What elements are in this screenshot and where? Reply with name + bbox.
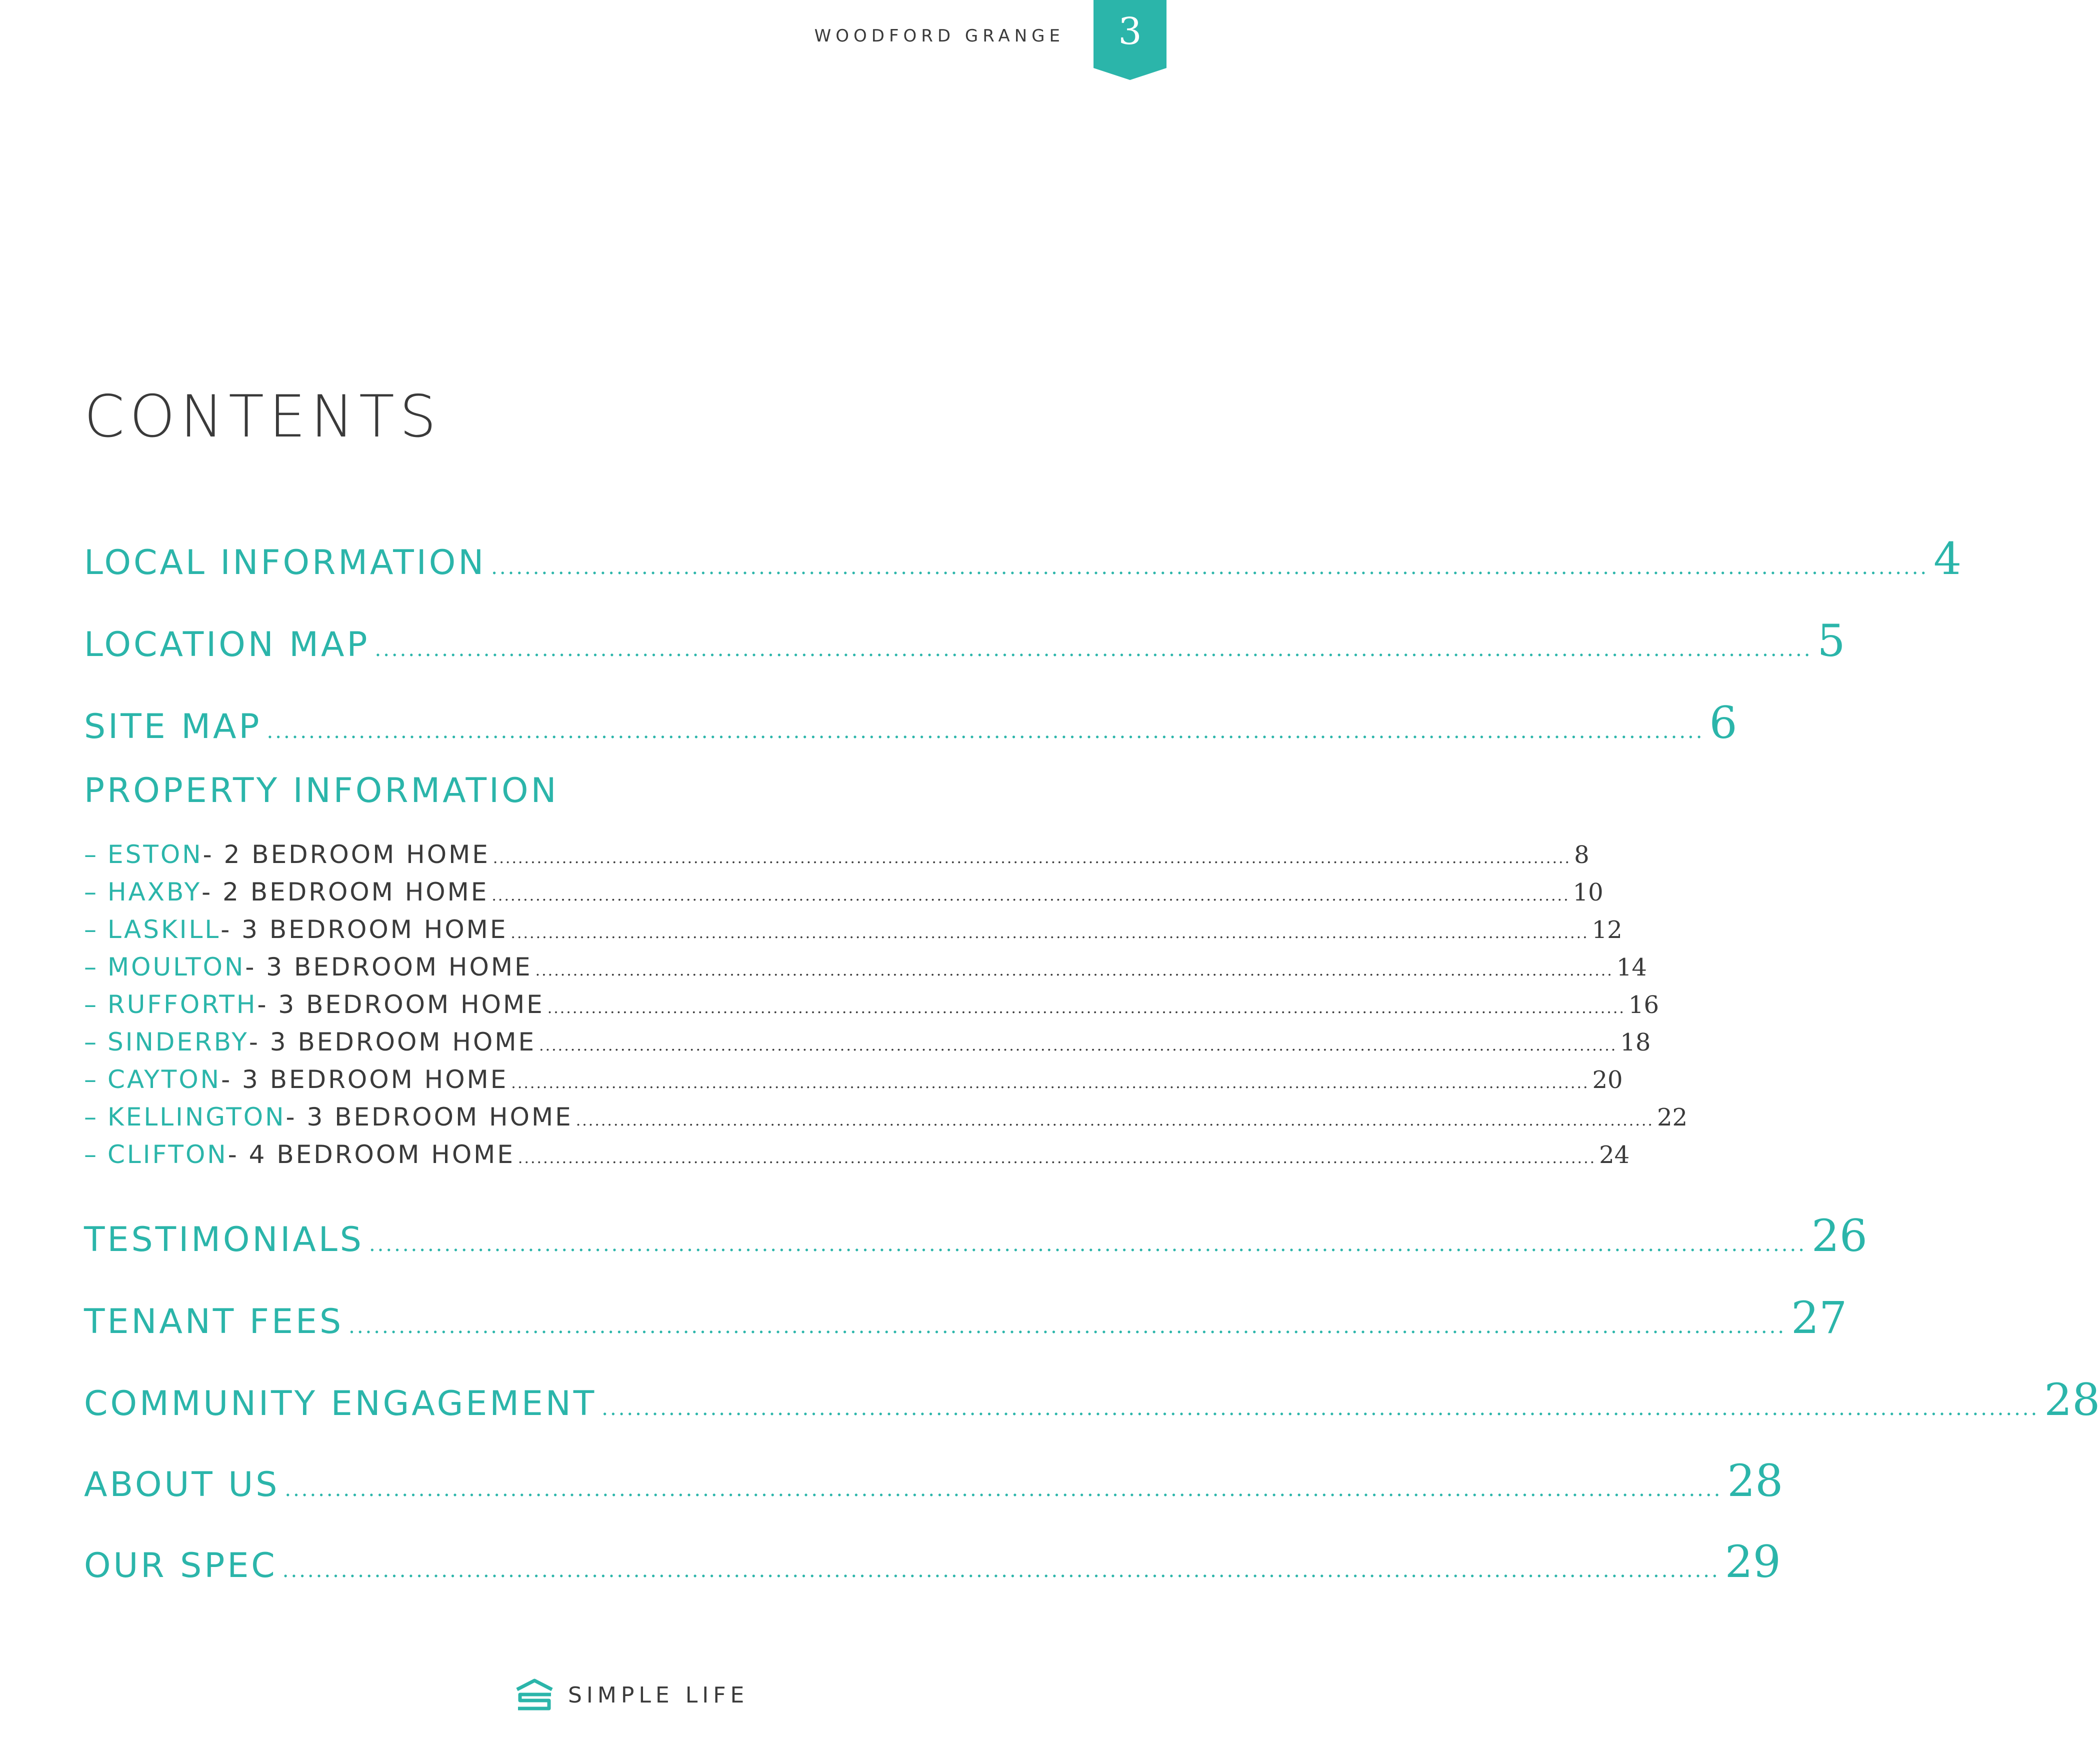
toc-sub-dash: – [84,1065,98,1094]
page-title: CONTENTS [84,383,442,450]
toc-entry-page: 5 [1817,615,1846,666]
toc-sub-dash: – [84,915,98,944]
toc-sub-dash: – [84,1102,98,1132]
toc-sub-name: SINDERBY [108,1028,249,1056]
toc-sub-desc: - 3 BEDROOM HOME [248,1028,536,1056]
toc-sub-entry-moulton[interactable] [84,952,1647,988]
toc-entry-page: 28 [2044,1374,2100,1426]
toc-entry-about-us[interactable] [84,1455,1784,1506]
toc-sub-dash: – [84,1140,98,1169]
toc-entry-page: 29 [1724,1536,1781,1588]
toc-sub-dash: – [84,952,98,982]
toc-sub-desc: - 3 BEDROOM HOME [220,915,508,944]
toc-leader-dots: ............................................................................................................................................................................ [539,1037,1618,1054]
toc-entry-location-map[interactable] [84,615,1846,666]
toc-sub-page: 16 [1628,991,1659,1019]
toc-sub-name: HAXBY [108,878,202,906]
toc-entry-page: 4 [1934,533,1962,584]
toc-sub-dash: – [84,1028,98,1056]
toc-sub-entry-eston[interactable] [84,840,1590,876]
toc-leader-dots: ............................................................................................................................................................................ [284,1478,1722,1501]
toc-leader-dots: ............................................................................................................................................................................ [602,1397,2040,1420]
toc-sub-page: 8 [1574,841,1590,869]
toc-entry-label: ABOUT US [84,1465,280,1504]
toc-sub-page: 14 [1616,954,1647,982]
toc-leader-dots: ............................................................................................................................................................................ [535,962,1614,980]
toc-sub-desc: - 2 BEDROOM HOME [202,840,490,869]
toc-sub-dash: – [84,840,98,869]
toc-entry-page: 27 [1791,1292,1848,1344]
toc-entry-page: 28 [1727,1455,1784,1506]
page-number: 3 [1118,10,1142,53]
toc-sub-name: ESTON [108,840,203,869]
toc-sub-name: RUFFORTH [108,990,258,1019]
toc-sub-desc: - 2 BEDROOM HOME [202,878,489,906]
toc-sub-desc: - 3 BEDROOM HOME [245,952,532,982]
toc-sub-entry-cayton[interactable] [84,1065,1623,1101]
toc-sub-entry-rufforth[interactable] [84,990,1659,1026]
toc-sub-dash: – [84,990,98,1019]
toc-leader-dots: ............................................................................................................................................................................ [368,1233,1806,1256]
toc-entry-label: OUR SPEC [84,1546,278,1586]
toc-leader-dots: ............................................................................................................................................................................ [547,1000,1626,1017]
toc-sub-page: 12 [1592,916,1622,944]
toc-entry-our-spec[interactable] [84,1536,1781,1588]
toc-leader-dots: ............................................................................................................................................................................ [492,887,1570,904]
toc-sub-dash: – [84,878,98,906]
toc-sub-page: 18 [1620,1028,1651,1056]
toc-leader-dots: ............................................................................................................................................................................ [518,1150,1596,1167]
toc-sub-name: LASKILL [108,915,221,944]
toc-entry-page: 6 [1709,697,1738,748]
toc-leader-dots: ............................................................................................................................................................................ [510,924,1589,942]
toc-entry-page: 26 [1811,1210,1868,1262]
toc-leader-dots: ............................................................................................................................................................................ [491,556,1929,579]
toc-entry-label: LOCAL INFORMATION [84,543,486,582]
toc-sub-entry-haxby[interactable] [84,878,1604,914]
toc-leader-dots: ............................................................................................................................................................................ [266,720,1704,743]
toc-entry-label: TENANT FEES [84,1302,344,1342]
toc-sub-name: CLIFTON [108,1140,228,1169]
house-logo-icon [515,1678,554,1712]
toc-entry-testimonials[interactable] [84,1210,1868,1262]
toc-sub-entry-clifton[interactable] [84,1140,1630,1176]
toc-sub-entry-sinderby[interactable] [84,1028,1651,1064]
toc-leader-dots: ............................................................................................................................................................................ [374,638,1812,661]
toc-sub-desc: - 3 BEDROOM HOME [221,1065,508,1094]
toc-sub-desc: - 3 BEDROOM HOME [257,990,544,1019]
property-information-heading: PROPERTY INFORMATION [84,771,559,810]
toc-sub-entry-kellington[interactable] [84,1102,1688,1138]
toc-sub-page: 22 [1656,1104,1688,1132]
toc-entry-tenant-fees[interactable] [84,1292,1848,1344]
toc-leader-dots: ............................................................................................................................................................................ [348,1315,1786,1338]
toc-sub-page: 10 [1572,878,1604,906]
header-brand: WOODFORD GRANGE [814,26,1064,46]
toc-entry-label: LOCATION MAP [84,625,370,664]
footer-logo [515,1678,748,1712]
toc-leader-dots: ............................................................................................................................................................................ [492,850,1572,867]
toc-entry-local-information[interactable] [84,533,1962,584]
toc-entry-label: COMMUNITY ENGAGEMENT [84,1384,597,1424]
toc-entry-community-engagement[interactable] [84,1374,2100,1426]
toc-sub-name: CAYTON [108,1065,222,1094]
toc-entry-label: SITE MAP [84,707,262,746]
toc-sub-entry-laskill[interactable] [84,915,1622,951]
toc-entry-label: TESTIMONIALS [84,1220,364,1260]
toc-sub-page: 20 [1592,1066,1623,1094]
toc-sub-desc: - 4 BEDROOM HOME [228,1140,515,1169]
toc-sub-desc: - 3 BEDROOM HOME [286,1102,573,1132]
page-number-tab [1094,0,1166,80]
toc-sub-name: MOULTON [108,952,246,982]
toc-leader-dots: ............................................................................................................................................................................ [511,1074,1590,1092]
toc-leader-dots: ............................................................................................................................................................................ [282,1559,1720,1582]
toc-sub-name: KELLINGTON [108,1102,286,1132]
footer-brand: SIMPLE LIFE [568,1682,749,1708]
toc-leader-dots: ............................................................................................................................................................................ [576,1112,1654,1130]
toc-sub-page: 24 [1599,1141,1630,1169]
toc-entry-site-map[interactable] [84,697,1738,748]
